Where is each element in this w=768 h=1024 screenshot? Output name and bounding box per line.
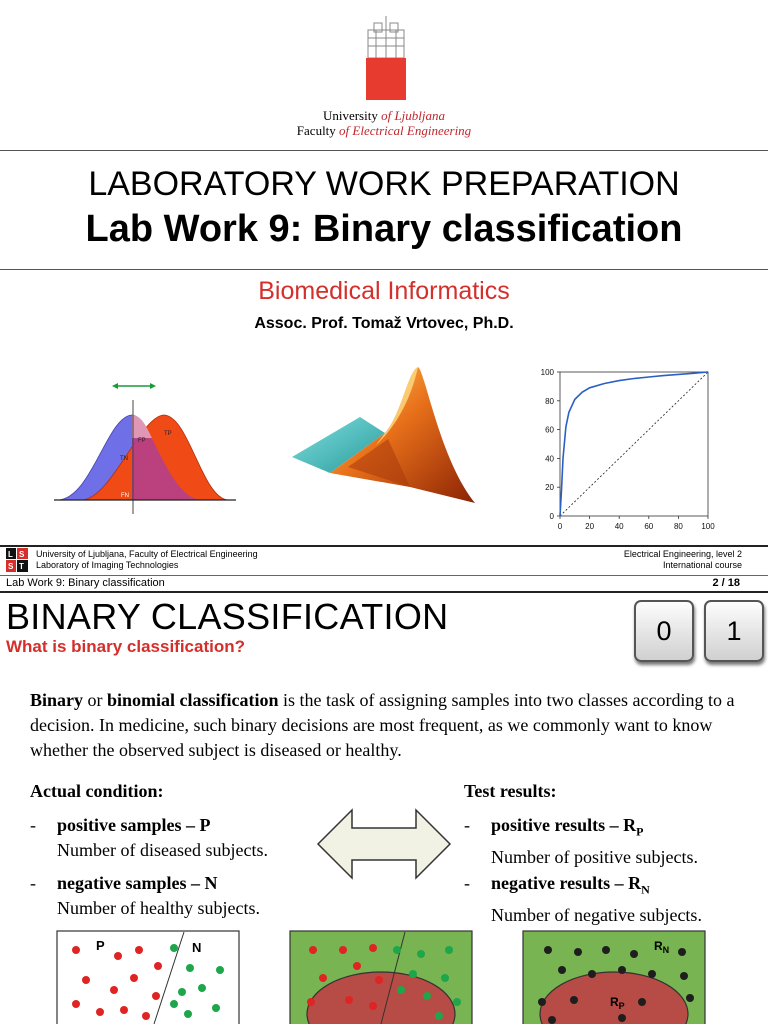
faculty-name: Faculty of Electrical Engineering (296, 123, 472, 138)
header-course-type: International course (662, 560, 742, 570)
sample-dot (184, 1010, 192, 1018)
sample-dot (154, 962, 162, 970)
sample-dot (178, 988, 186, 996)
roc-y-tick-label: 20 (545, 483, 554, 493)
test-results-heading: Test results: (464, 781, 557, 801)
fn-label: FN (121, 493, 129, 499)
header-divider (0, 575, 768, 576)
header-program: Electrical Engineering, level 2 (623, 549, 742, 559)
sample-dot (307, 998, 315, 1006)
lst-letter: S (19, 550, 25, 559)
positive-samples-item: - positive samples – P Number of diseased subjects. (30, 815, 268, 860)
sample-dot (72, 1000, 80, 1008)
roc-x-tick-label: 100 (701, 522, 715, 531)
sample-dot (678, 948, 686, 956)
sample-dot (345, 996, 353, 1004)
university-name: University of Ljubljana (322, 108, 446, 123)
roc-x-tick-label: 80 (673, 522, 683, 531)
sample-dot (445, 946, 453, 954)
slide-subtitle: What is binary classification? (6, 637, 246, 656)
sample-dot (369, 1002, 377, 1010)
sample-dot (110, 986, 118, 994)
sample-dot (353, 962, 361, 970)
key-one-icon: 1 (704, 600, 764, 662)
sample-dot (680, 972, 688, 980)
header-slide-title: Lab Work 9: Binary classification (6, 577, 165, 589)
sample-dot (423, 992, 431, 1000)
rp-label: $R_P$ (610, 995, 625, 1011)
sample-dot (409, 970, 417, 978)
sample-dot (630, 950, 638, 958)
sample-dot (393, 946, 401, 954)
roc-y-tick-label: 100 (540, 368, 554, 377)
negative-results-item: - negative results – $R_N$ Number of negative subjects. (464, 873, 702, 925)
fp-label: FP (138, 438, 146, 444)
intro-paragraph: Binary or binomial classification is the task of assigning samples into two classes according to a decision. In medicine, such binary decisions are most frequent, as we commonly want to know whether the observed subject is diseased or healthy. (30, 690, 735, 760)
sample-dot (212, 1004, 220, 1012)
header-university: University of Ljubljana, Faculty of Electrical Engineering (36, 549, 258, 559)
tn-label: TN (120, 456, 128, 462)
sample-dot (548, 1016, 556, 1024)
sample-dot (648, 970, 656, 978)
lst-logo (6, 548, 28, 572)
sample-dot (152, 992, 160, 1000)
key-zero-icon: 0 (634, 600, 694, 662)
double-arrow-icon (316, 806, 452, 882)
sample-dot (435, 1012, 443, 1020)
title-rule-bottom (0, 269, 768, 270)
header-lab: Laboratory of Imaging Technologies (36, 560, 179, 570)
professor-name: Assoc. Prof. Tomaž Vrtovec, Ph.D. (254, 315, 514, 332)
sample-dot (375, 976, 383, 984)
sample-dot (319, 974, 327, 982)
lab-title: Lab Work 9: Binary classification (85, 208, 683, 250)
threshold-arrow-icon (112, 383, 156, 389)
sample-dot (82, 976, 90, 984)
results-panel (522, 930, 706, 1024)
sample-dot (72, 946, 80, 954)
slide-title: BINARY CLASSIFICATION (6, 596, 449, 637)
sample-dot (570, 996, 578, 1004)
sample-dot (602, 946, 610, 954)
sample-dot (397, 986, 405, 994)
university-logo (365, 16, 407, 100)
sample-dot (453, 998, 461, 1006)
sample-dot (618, 1014, 626, 1022)
p-label: P (96, 938, 105, 953)
roc-x-tick-label: 40 (614, 522, 624, 531)
lst-letter: S (8, 562, 14, 571)
classifier-panel (289, 930, 473, 1024)
sample-dot (417, 950, 425, 958)
sample-dot (114, 952, 122, 960)
roc-y-tick-label: 0 (549, 512, 554, 521)
sample-dot (574, 948, 582, 956)
roc-x-tick-label: 20 (585, 522, 595, 531)
lab-prep-heading: LABORATORY WORK PREPARATION (88, 165, 680, 203)
matlab-surface-figure (290, 365, 480, 507)
sample-dot (142, 1012, 150, 1020)
lst-letter: T (19, 562, 24, 571)
roc-x-tick-label: 60 (644, 522, 654, 531)
sample-dot (170, 944, 178, 952)
rn-label: $R_N$ (654, 939, 670, 955)
roc-x-tick-label: 0 (557, 522, 563, 531)
positive-results-item: - positive results – $R_P$ Number of positive subjects. (464, 815, 698, 867)
title-rule-top (0, 150, 768, 151)
roc-chart (530, 364, 720, 540)
course-name: Biomedical Informatics (258, 277, 510, 305)
tp-label: TP (164, 431, 172, 437)
sample-dot (216, 966, 224, 974)
sample-dot (441, 974, 449, 982)
sample-dot (544, 946, 552, 954)
sample-dot (538, 998, 546, 1006)
header-rule (0, 591, 768, 593)
sample-dot (618, 966, 626, 974)
sample-dot (135, 946, 143, 954)
distribution-figure (52, 378, 238, 518)
sample-dot (309, 946, 317, 954)
sample-dot (686, 994, 694, 1002)
lst-letter: L (8, 550, 13, 559)
roc-y-tick-label: 80 (545, 396, 554, 406)
sample-dot (96, 1008, 104, 1016)
actual-condition-heading: Actual condition: (30, 781, 164, 801)
sample-dot (130, 974, 138, 982)
roc-y-tick-label: 60 (545, 425, 554, 435)
sample-dot (369, 944, 377, 952)
n-label: N (192, 940, 202, 955)
sample-dot (588, 970, 596, 978)
page-number: 2 / 18 (712, 577, 740, 589)
sample-dot (186, 964, 194, 972)
sample-dot (339, 946, 347, 954)
sample-dot (120, 1006, 128, 1014)
sample-dot (198, 984, 206, 992)
sample-dot (638, 998, 646, 1006)
roc-y-tick-label: 40 (545, 454, 554, 464)
negative-samples-item: - negative samples – N Number of healthy subjects. (30, 873, 260, 918)
sample-dot (558, 966, 566, 974)
slide-separator (0, 545, 768, 547)
sample-dot (170, 1000, 178, 1008)
samples-panel (56, 930, 240, 1024)
